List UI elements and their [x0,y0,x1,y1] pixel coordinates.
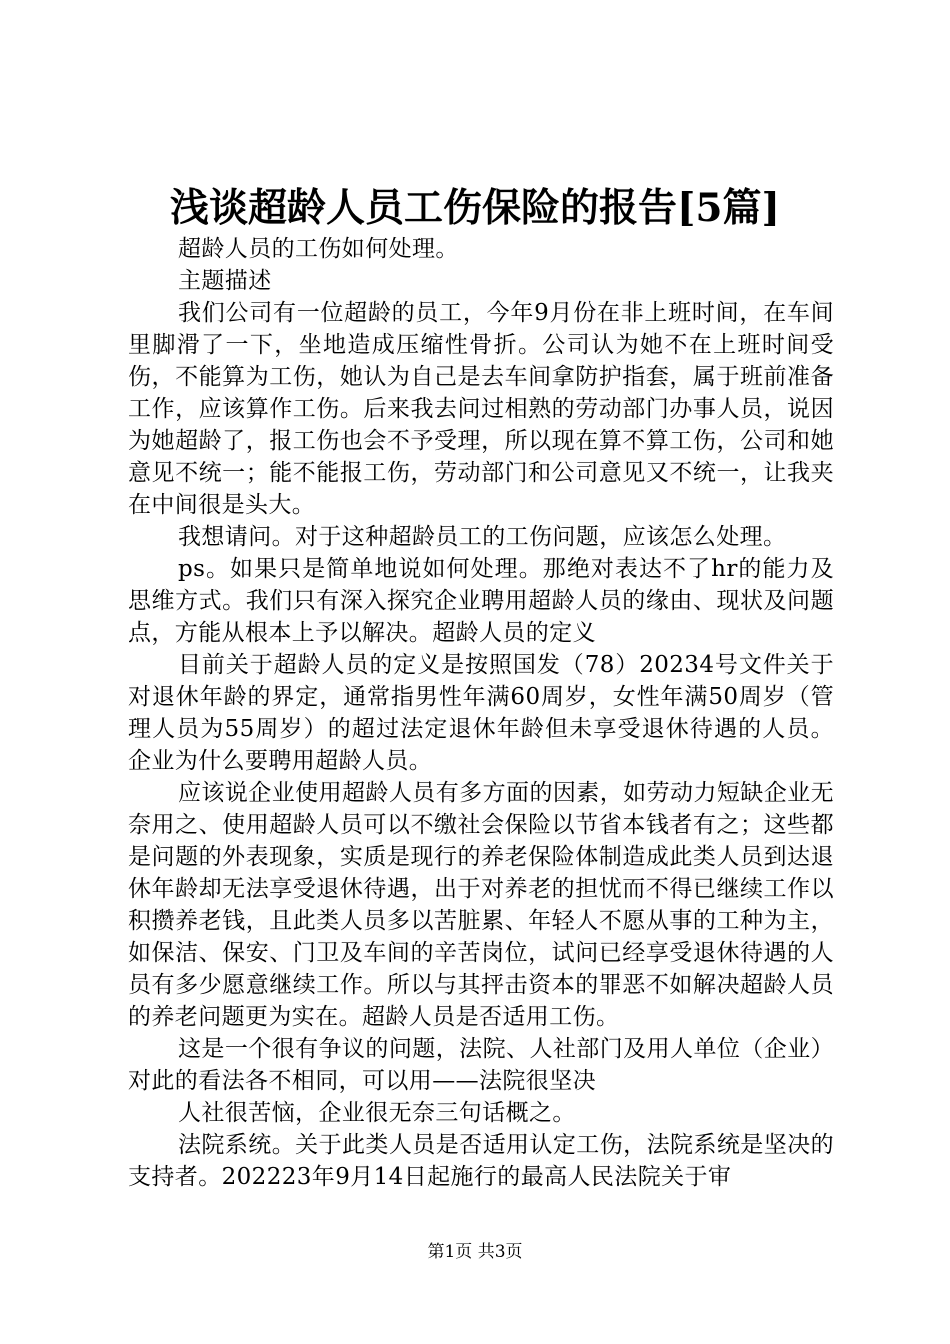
paragraph: 主题描述 [178,268,272,294]
paragraph: 法院系统。关于此类人员是否适用认定工伤，法院系统是坚决的支持者。202223年9月14日起施行的最高人民法院关于审 [128,1132,834,1190]
paragraph: 人社很苦恼，企业很无奈三句话概之。 [178,1100,576,1126]
page-footer: 第1页 共3页 [427,1242,523,1262]
paragraph: 超龄人员的工伤如何处理。 [178,236,459,262]
paragraph: 我们公司有一位超龄的员工，今年9月份在非上班时间，在车间里脚滑了一下，坐地造成压缩性骨折。公司认为她不在上班时间受伤，不能算为工伤，她认为自己是去车间拿防护指套，属于班前准备工作，应该算作工伤。后来我去问过相熟的劳动部门办事人员，说因为她超龄了，报工伤也会不予受理，所以现在算不算工伤，公司和她意见不统一；能不能报工伤，劳动部门和公司意见又不统一，让我夹在中间很是头大。 [128,300,834,518]
document-body [128,233,834,1193]
paragraph: 我想请问。对于这种超龄员工的工伤问题，应该怎么处理。 [178,524,787,550]
paragraph: 应该说企业使用超龄人员有多方面的因素，如劳动力短缺企业无奈用之、使用超龄人员可以不缴社会保险以节省本钱者有之；这些都是问题的外表现象，实质是现行的养老保险体制造成此类人员到达退休年龄却无法享受退休待遇，出于对养老的担忧而不得已继续工作以积攒养老钱，且此类人员多以苦脏累、年轻人不愿从事的工种为主，如保洁、保安、门卫及车间的辛苦岗位，试问已经享受退休待遇的人员有多少愿意继续工作。所以与其抨击资本的罪恶不如解决超龄人员的养老问题更为实在。超龄人员是否适用工伤。 [128,780,834,1030]
paragraph: ps。如果只是简单地说如何处理。那绝对表达不了hr的能力及思维方式。我们只有深入探究企业聘用超龄人员的缘由、现状及问题点，方能从根本上予以解决。超龄人员的定义 [128,556,834,646]
paragraph: 目前关于超龄人员的定义是按照国发（78）20234号文件关于对退休年龄的界定，通常指男性年满60周岁，女性年满50周岁（管理人员为55周岁）的超过法定退休年龄但未享受退休待遇的人员。企业为什么要聘用超龄人员。 [128,652,834,774]
paragraph: 这是一个很有争议的问题，法院、人社部门及用人单位（企业）对此的看法各不相同，可以用——法院很坚决 [128,1036,834,1094]
document-title: 浅谈超龄人员工伤保险的报告[5篇] [169,185,781,231]
